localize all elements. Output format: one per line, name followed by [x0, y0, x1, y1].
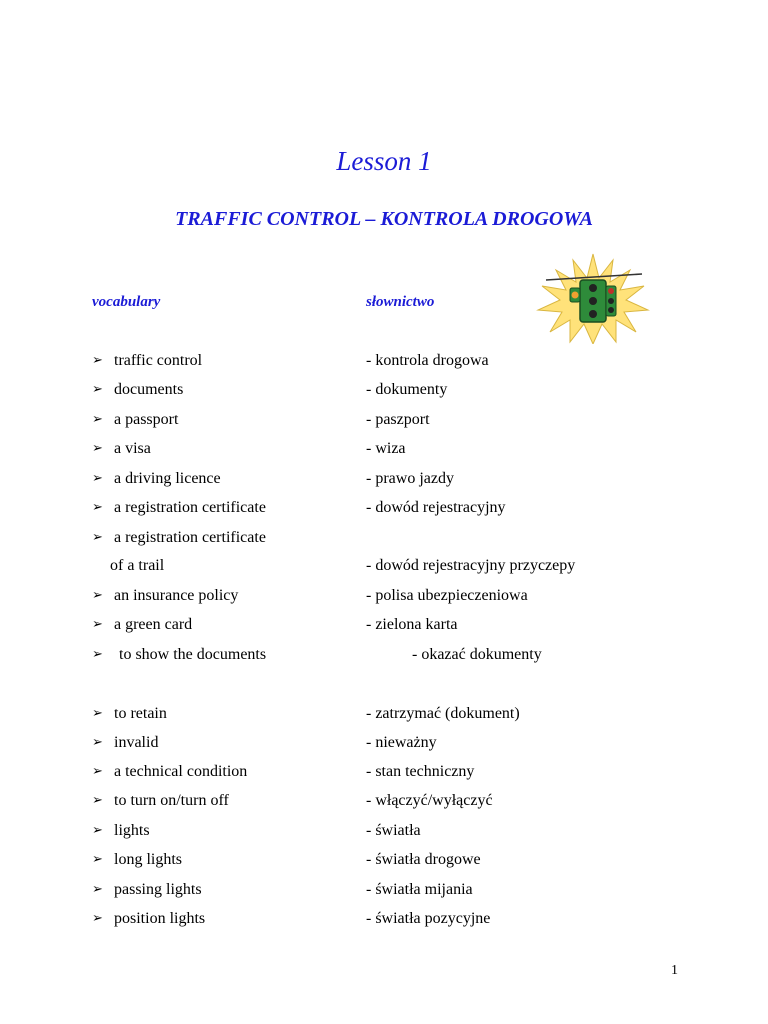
polish-translation: - nieważny	[366, 734, 437, 751]
list-item	[0, 614, 768, 636]
list-item	[0, 527, 768, 549]
polish-translation: - światła	[366, 822, 421, 839]
english-term-continuation: of a trail	[110, 557, 165, 574]
lesson-title: Lesson 1	[336, 146, 432, 176]
english-term: a registration certificate	[114, 529, 266, 546]
bullet-arrow-icon: ➢	[92, 706, 103, 721]
lamp-side-orange	[572, 292, 579, 299]
list-item	[0, 790, 768, 812]
traffic-light-icon	[536, 252, 650, 344]
english-term: a visa	[114, 440, 151, 457]
bullet-arrow-icon: ➢	[92, 823, 103, 838]
english-term: invalid	[114, 734, 159, 751]
english-term: passing lights	[114, 881, 202, 898]
list-item	[0, 703, 768, 725]
list-item	[0, 820, 768, 842]
bullet-arrow-icon: ➢	[92, 530, 103, 545]
lamp-top	[589, 284, 597, 292]
english-term: a driving licence	[114, 470, 221, 487]
bullet-arrow-icon: ➢	[92, 852, 103, 867]
list-item	[0, 497, 768, 519]
polish-translation: - dokumenty	[366, 381, 448, 398]
list-item	[0, 350, 768, 372]
bullet-arrow-icon: ➢	[92, 764, 103, 779]
list-item	[0, 879, 768, 901]
english-term: long lights	[114, 851, 183, 868]
bullet-arrow-icon: ➢	[92, 911, 103, 926]
slownictwo-column-heading: słownictwo	[366, 294, 435, 310]
bullet-arrow-icon: ➢	[92, 500, 103, 515]
polish-translation: - wiza	[366, 440, 406, 457]
lamp-side-red	[608, 288, 614, 294]
polish-translation: - okazać dokumenty	[412, 646, 542, 663]
bullet-arrow-icon: ➢	[92, 353, 103, 368]
list-item	[0, 438, 768, 460]
polish-translation: - paszport	[366, 411, 430, 428]
polish-translation: - prawo jazdy	[366, 470, 454, 487]
polish-translation: - zatrzymać (dokument)	[366, 705, 520, 722]
vocabulary-column-heading: vocabulary	[92, 294, 161, 310]
polish-translation: - włączyć/wyłączyć	[366, 792, 493, 809]
lamp-middle	[589, 297, 597, 305]
bullet-arrow-icon: ➢	[92, 617, 103, 632]
list-item	[0, 379, 768, 401]
bullet-arrow-icon: ➢	[92, 882, 103, 897]
english-term: to show the documents	[119, 646, 267, 663]
polish-translation: - dowód rejestracyjny przyczepy	[366, 557, 576, 574]
english-term: a green card	[114, 616, 193, 633]
english-term: to retain	[114, 705, 167, 722]
list-item	[0, 761, 768, 783]
bullet-arrow-icon: ➢	[92, 735, 103, 750]
bullet-arrow-icon: ➢	[92, 412, 103, 427]
polish-translation: - polisa ubezpieczeniowa	[366, 587, 528, 604]
lamp-side-dark-2	[608, 307, 614, 313]
polish-translation: - stan techniczny	[366, 763, 475, 780]
english-term: traffic control	[114, 352, 203, 369]
lamp-bottom	[589, 310, 597, 318]
english-term: a registration certificate	[114, 499, 266, 516]
bullet-arrow-icon: ➢	[92, 441, 103, 456]
page-number: 1	[671, 963, 678, 978]
list-item	[0, 644, 768, 666]
english-term: a passport	[114, 411, 179, 428]
english-term: an insurance policy	[114, 587, 239, 604]
english-term: to turn on/turn off	[114, 792, 229, 809]
lesson-subtitle: TRAFFIC CONTROL – KONTROLA DROGOWA	[175, 208, 593, 230]
bullet-arrow-icon: ➢	[92, 793, 103, 808]
bullet-arrow-icon: ➢	[92, 382, 103, 397]
list-item	[0, 908, 768, 930]
list-item	[0, 849, 768, 871]
bullet-arrow-icon: ➢	[92, 647, 103, 662]
polish-translation: - światła drogowe	[366, 851, 481, 868]
lamp-side-dark-1	[608, 298, 614, 304]
list-item	[0, 732, 768, 754]
bullet-arrow-icon: ➢	[92, 588, 103, 603]
english-term: documents	[114, 381, 184, 398]
polish-translation: - światła pozycyjne	[366, 910, 491, 927]
list-item	[0, 409, 768, 431]
list-item	[0, 468, 768, 490]
english-term: lights	[114, 822, 150, 839]
english-term: a technical condition	[114, 763, 248, 780]
polish-translation: - kontrola drogowa	[366, 352, 489, 369]
bullet-arrow-icon: ➢	[92, 471, 103, 486]
polish-translation: - zielona karta	[366, 616, 458, 633]
english-term: position lights	[114, 910, 206, 927]
list-item	[0, 585, 768, 607]
polish-translation: - dowód rejestracyjny	[366, 499, 506, 516]
list-item	[0, 555, 768, 577]
polish-translation: - światła mijania	[366, 881, 473, 898]
